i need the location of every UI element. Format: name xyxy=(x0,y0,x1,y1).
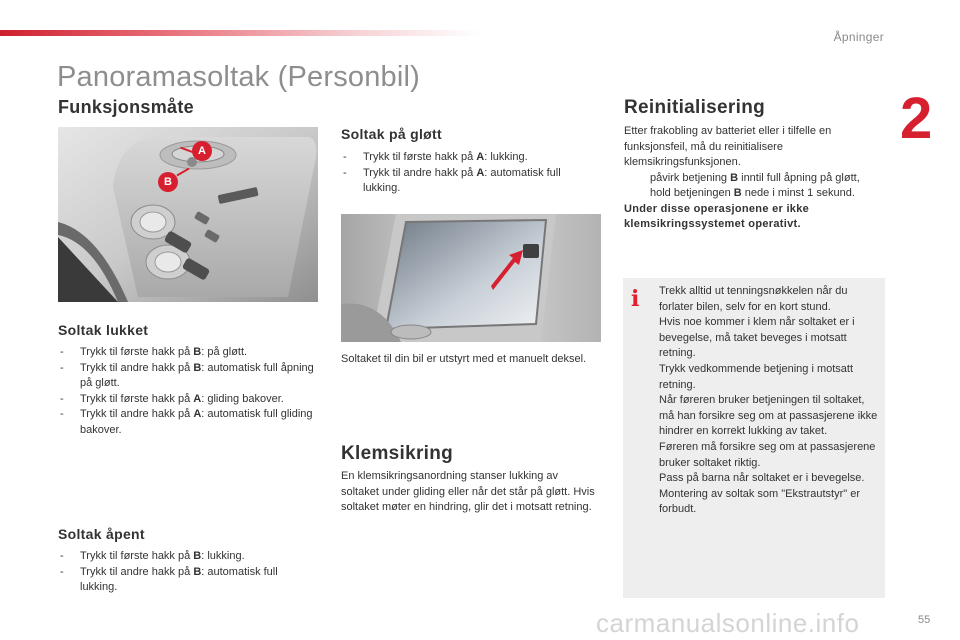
list-item: - Trykk til andre hakk på B: automatisk full åpning på gløtt. xyxy=(58,361,318,392)
info-line: Føreren må forsikre seg om at passasjerene bruker soltaket riktig. xyxy=(659,440,876,469)
info-box xyxy=(623,278,885,598)
reinitialisering-block xyxy=(624,124,892,233)
info-line: Pass på barna når soltaket er i bevegelse. xyxy=(659,472,865,485)
reinit-warning: Under disse operasjonene er ikke klemsikringssystemet operativt. xyxy=(624,202,810,230)
info-line: Trekk alltid ut tenningsnøkkelen når du forlater bilen, selv for en kort stund. xyxy=(659,285,848,313)
reinit-intro: Etter frakobling av batteriet eller i tilfelle en funksjonsfeil, må du reinitialisere klemsikringsfunksjonen. xyxy=(624,125,832,168)
sunroof-illustration xyxy=(341,214,601,342)
chapter-number: 2 xyxy=(900,86,933,151)
list-item: - Trykk til første hakk på A: lukking. xyxy=(341,150,601,166)
heading-klemsikring: Klemsikring xyxy=(341,443,454,464)
list-item: - Trykk til første hakk på B: på gløtt. xyxy=(58,345,318,361)
klemsikring-text: En klemsikringsanordning stanser lukking av soltaket under gliding eller når det står på gløtt. Hvis soltaket møter en hindring, glir det i motsatt retning. xyxy=(341,470,595,513)
reinit-step-1: påvirk betjening B inntil full åpning på gløtt, xyxy=(650,171,860,184)
watermark: carmanualsonline.info xyxy=(596,608,860,638)
list-item: - Trykk til første hakk på B: lukking. xyxy=(58,549,318,565)
heading-reinitialisering: Reinitialisering xyxy=(624,97,766,118)
reinit-step-2: hold betjeningen B nede i minst 1 sekund. xyxy=(650,187,855,199)
sunroof-caption: Soltaket til din bil er utstyrt med et manuelt deksel. xyxy=(341,353,587,365)
heading-soltak-glott: Soltak på gløtt xyxy=(341,126,442,142)
soltak-apent-list xyxy=(58,549,318,596)
heading-soltak-apent: Soltak åpent xyxy=(58,526,145,542)
soltak-glott-list xyxy=(341,150,601,197)
label-a-marker: A xyxy=(192,141,212,161)
overhead-control-photo xyxy=(58,127,318,302)
header-accent-bar xyxy=(0,30,480,36)
heading-funksjonsmate: Funksjonsmåte xyxy=(58,97,194,117)
page-number: 55 xyxy=(918,614,931,626)
info-line: Montering av soltak som "Ekstrautstyr" er forbudt. xyxy=(659,487,860,516)
label-b-marker: B xyxy=(158,172,178,192)
soltak-lukket-list xyxy=(58,345,318,438)
heading-soltak-lukket: Soltak lukket xyxy=(58,322,149,338)
info-icon: i xyxy=(631,286,640,312)
overhead-control-illustration xyxy=(58,127,318,302)
info-line: Trykk vedkommende betjening i motsatt retning. xyxy=(659,362,854,391)
sunroof-photo xyxy=(341,214,601,342)
list-item: - Trykk til første hakk på A: gliding bakover. xyxy=(58,392,318,408)
info-line: Hvis noe kommer i klem når soltaket er i bevegelse, må taket beveges i motsatt retning. xyxy=(659,316,855,360)
list-item: - Trykk til andre hakk på B: automatisk full lukking. xyxy=(58,565,318,596)
section-header: Åpninger xyxy=(833,30,884,44)
list-item: - Trykk til andre hakk på A: automatisk full gliding bakover. xyxy=(58,407,318,438)
info-line: Når føreren bruker betjeningen til soltaket, må han forsikre seg om at passasjerene ikke hindrer en korrekt lukking av taket. xyxy=(659,394,878,438)
list-item: - Trykk til andre hakk på A: automatisk full lukking. xyxy=(341,166,601,197)
page-title: Panoramasoltak (Personbil) xyxy=(57,61,421,93)
info-text xyxy=(659,284,881,518)
